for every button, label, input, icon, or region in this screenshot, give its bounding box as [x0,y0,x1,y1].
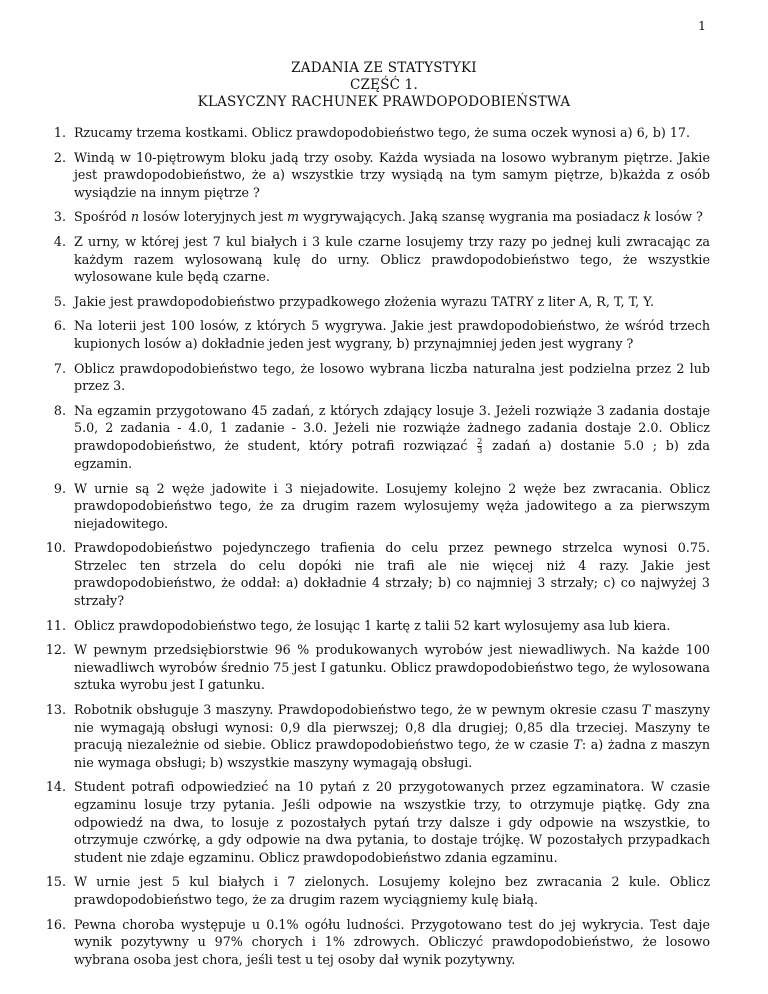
problem-text: Na loterii jest 100 losów, z których 5 wygrywa. Jakie jest prawdopodobieństwo, że wśród trzech kupionych losów a) dokładnie jeden jest wygrany, b) przynajmniej jeden jest wygrany ? [74,318,710,351]
problem-2 [20,149,710,202]
problem-number: 8. [53,402,66,418]
problem-text: Windą w 10-piętrowym bloku jadą trzy osoby. Każda wysiada na losowo wybranym piętrze. Jakie jest prawdopodobieństwo, że a) wszystkie trzy wysiądą na tym samym piętrze, b)każda z osób wysiądzie na innym piętrze ? [74,149,710,200]
problem-text: Jakie jest prawdopodobieństwo przypadkowego złożenia wyrazu TATRY z liter A, R, T, T, Y. [74,293,655,309]
problem-text: W urnie jest 5 kul białych i 7 zielonych. Losujemy kolejno bez zwracania 2 kule. Oblicz prawdopodobieństwo tego, że za drugim razem wyciągniemy kulę białą. [74,874,710,907]
page-number: 1 [698,18,706,33]
problem-number: 1. [53,125,66,140]
problem-text: Student potrafi odpowiedzieć na 10 pytań z 20 przygotowanych przez egzaminatora. W czasie egzaminu losuje trzy pytania. Jeśli odpowie na wszystkie trzy, to otrzymuje piątkę. Gdy zna odpowiedź na dwa, to losuje z pozostałych pytań trzy dalsze i gdy odpowie na wszystkie, to otrzymuje czwórkę, a gdy odpowie na dwa pytania, to dostaje trójkę. W pozostałych przypadkach student nie zdaje egzaminu. Oblicz prawdopodobieństwo zdania egzaminu. [74,779,710,865]
problem-1 [20,124,710,142]
problem-list [20,124,710,975]
problem-number: 3. [53,209,66,225]
problem-text: W pewnym przedsiębiorstwie 96 % produkowanych wyrobów jest niewadliwych. Na każde 100 niewadliwch wyrobów średnio 75 jest I gatunku. Oblicz prawdopodobieństwo tego, że wylosowana sztuka wyrobu jest I gatunku. [74,642,710,693]
fraction: $\frac{2}{3}$ [477,436,483,455]
variable-m: m [286,209,300,225]
title-line-3: KLASYCZNY RACHUNEK PRAWDOPODOBIEŃSTWA [197,94,571,110]
document-title [0,60,768,111]
problem-number: 2. [53,149,66,165]
problem-text: Oblicz prawdopodobieństwo tego, że losowo wybrana liczba naturalna jest podzielna przez 2 lub przez 3. [74,360,710,394]
problem-text: Prawdopodobieństwo pojedynczego trafienia do celu przez pewnego strzelca wynosi 0.75. Strzelec ten strzela do celu dopóki nie trafi ale nie więcej niż 4 razy. Jakie jest prawdopodobieństwo, że oddał: a) dokładnie 4 strzały; b) co najmniej 3 strzały; c) co najwyżej 3 strzały? [74,540,710,609]
problem-number: 15. [45,874,66,890]
problem-text: W urnie są 2 węże jadowite i 3 niejadowite. Losujemy kolejno 2 węże bez zwracania. Oblicz prawdopodobieństwo tego, że za drugim razem wylosujemy węża jadowitego a za pierwszym niejadowitego. [74,480,710,531]
problem-text: Oblicz prawdopodobieństwo tego, że losując 1 kartę z talii 52 kart wylosujemy asa lub kiera. [74,617,671,633]
problem-number: 6. [53,318,66,334]
problem-13 [20,701,710,771]
variable-t: T [573,737,582,753]
problem-number: 13. [45,702,66,718]
problem-number: 5. [53,293,66,309]
problem-6 [20,317,710,352]
problem-text: Pewna choroba występuje u 0.1% ogółu ludności. Przygotowano test do jej wykrycia. Test daje wynik pozytywny u 97% chorych i 1% zdrowych. Obliczyć prawdopodobieństwo, że losowo wybrana osoba jest chora, jeśli test u tej osoby dał wynik pozytywny. [74,916,710,967]
title-line-1: ZADANIA ZE STATYSTYKI [291,60,477,76]
title-line-2: CZĘŚĆ 1. [350,77,418,93]
problem-10 [20,539,710,609]
problem-14 [20,778,710,866]
problem-text: Spośród n losów loteryjnych jest m wygrywających. Jaką szansę wygrania ma posiadacz k losów ? [74,209,703,225]
problem-number: 12. [45,642,66,658]
problem-number: 4. [53,233,66,249]
problem-7 [20,360,710,395]
problem-text: Z urny, w której jest 7 kul białych i 3 kule czarne losujemy trzy razy po jednej kuli zwracając za każdym razem wylosowaną kulę do urny. Oblicz prawdopodobieństwo tego, że wszystkie wylosowane kule będą czarne. [74,233,710,285]
problem-5 [20,293,710,311]
problem-text: Na egzamin przygotowano 45 zadań, z których zdający losuje 3. Jeżeli rozwiąże 3 zadania dostaje 5.0, 2 zadania - 4.0, 1 zadanie - 3.0. Jeżeli nie rozwiąże żadnego zadania dostaje 2.0. Oblicz prawdopodobieństwo, że student, który potrafi rozwiązać $\frac{2}{3}$ zadań a) dostanie 5.0 ; b) zda egzamin. [74,402,710,471]
variable-t: T [641,702,651,718]
problem-16 [20,916,710,969]
problem-text: Robotnik obsługuje 3 maszyny. Prawdopodobieństwo tego, że w pewnym okresie czasu T maszyny nie wymagają obsługi wynosi: 0,9 dla pierwszej; 0,8 dla drugiej; 0,85 dla trzeciej. Maszyny te pracują niezależnie od siebie. Oblicz prawdopodobieństwo tego, że w czasie T: a) żadna z maszyn nie wymaga obsługi; b) wszystkie maszyny wymagają obsługi. [74,702,711,770]
variable-k: k [643,209,652,225]
problem-11 [20,617,710,635]
problem-number: 9. [53,480,66,496]
problem-number: 14. [45,779,66,795]
variable-n: n [130,209,139,225]
problem-3 [20,208,710,226]
problem-number: 10. [45,540,66,556]
problem-text: Rzucamy trzema kostkami. Oblicz prawdopodobieństwo tego, że suma oczek wynosi a) 6, b) 17. [74,125,691,140]
problem-12 [20,641,710,694]
problem-4 [20,233,710,286]
problem-number: 16. [45,916,66,932]
problem-9 [20,480,710,533]
problem-number: 7. [53,360,66,376]
problem-15 [20,873,710,908]
problem-number: 11. [45,617,66,633]
problem-8 [20,402,710,473]
